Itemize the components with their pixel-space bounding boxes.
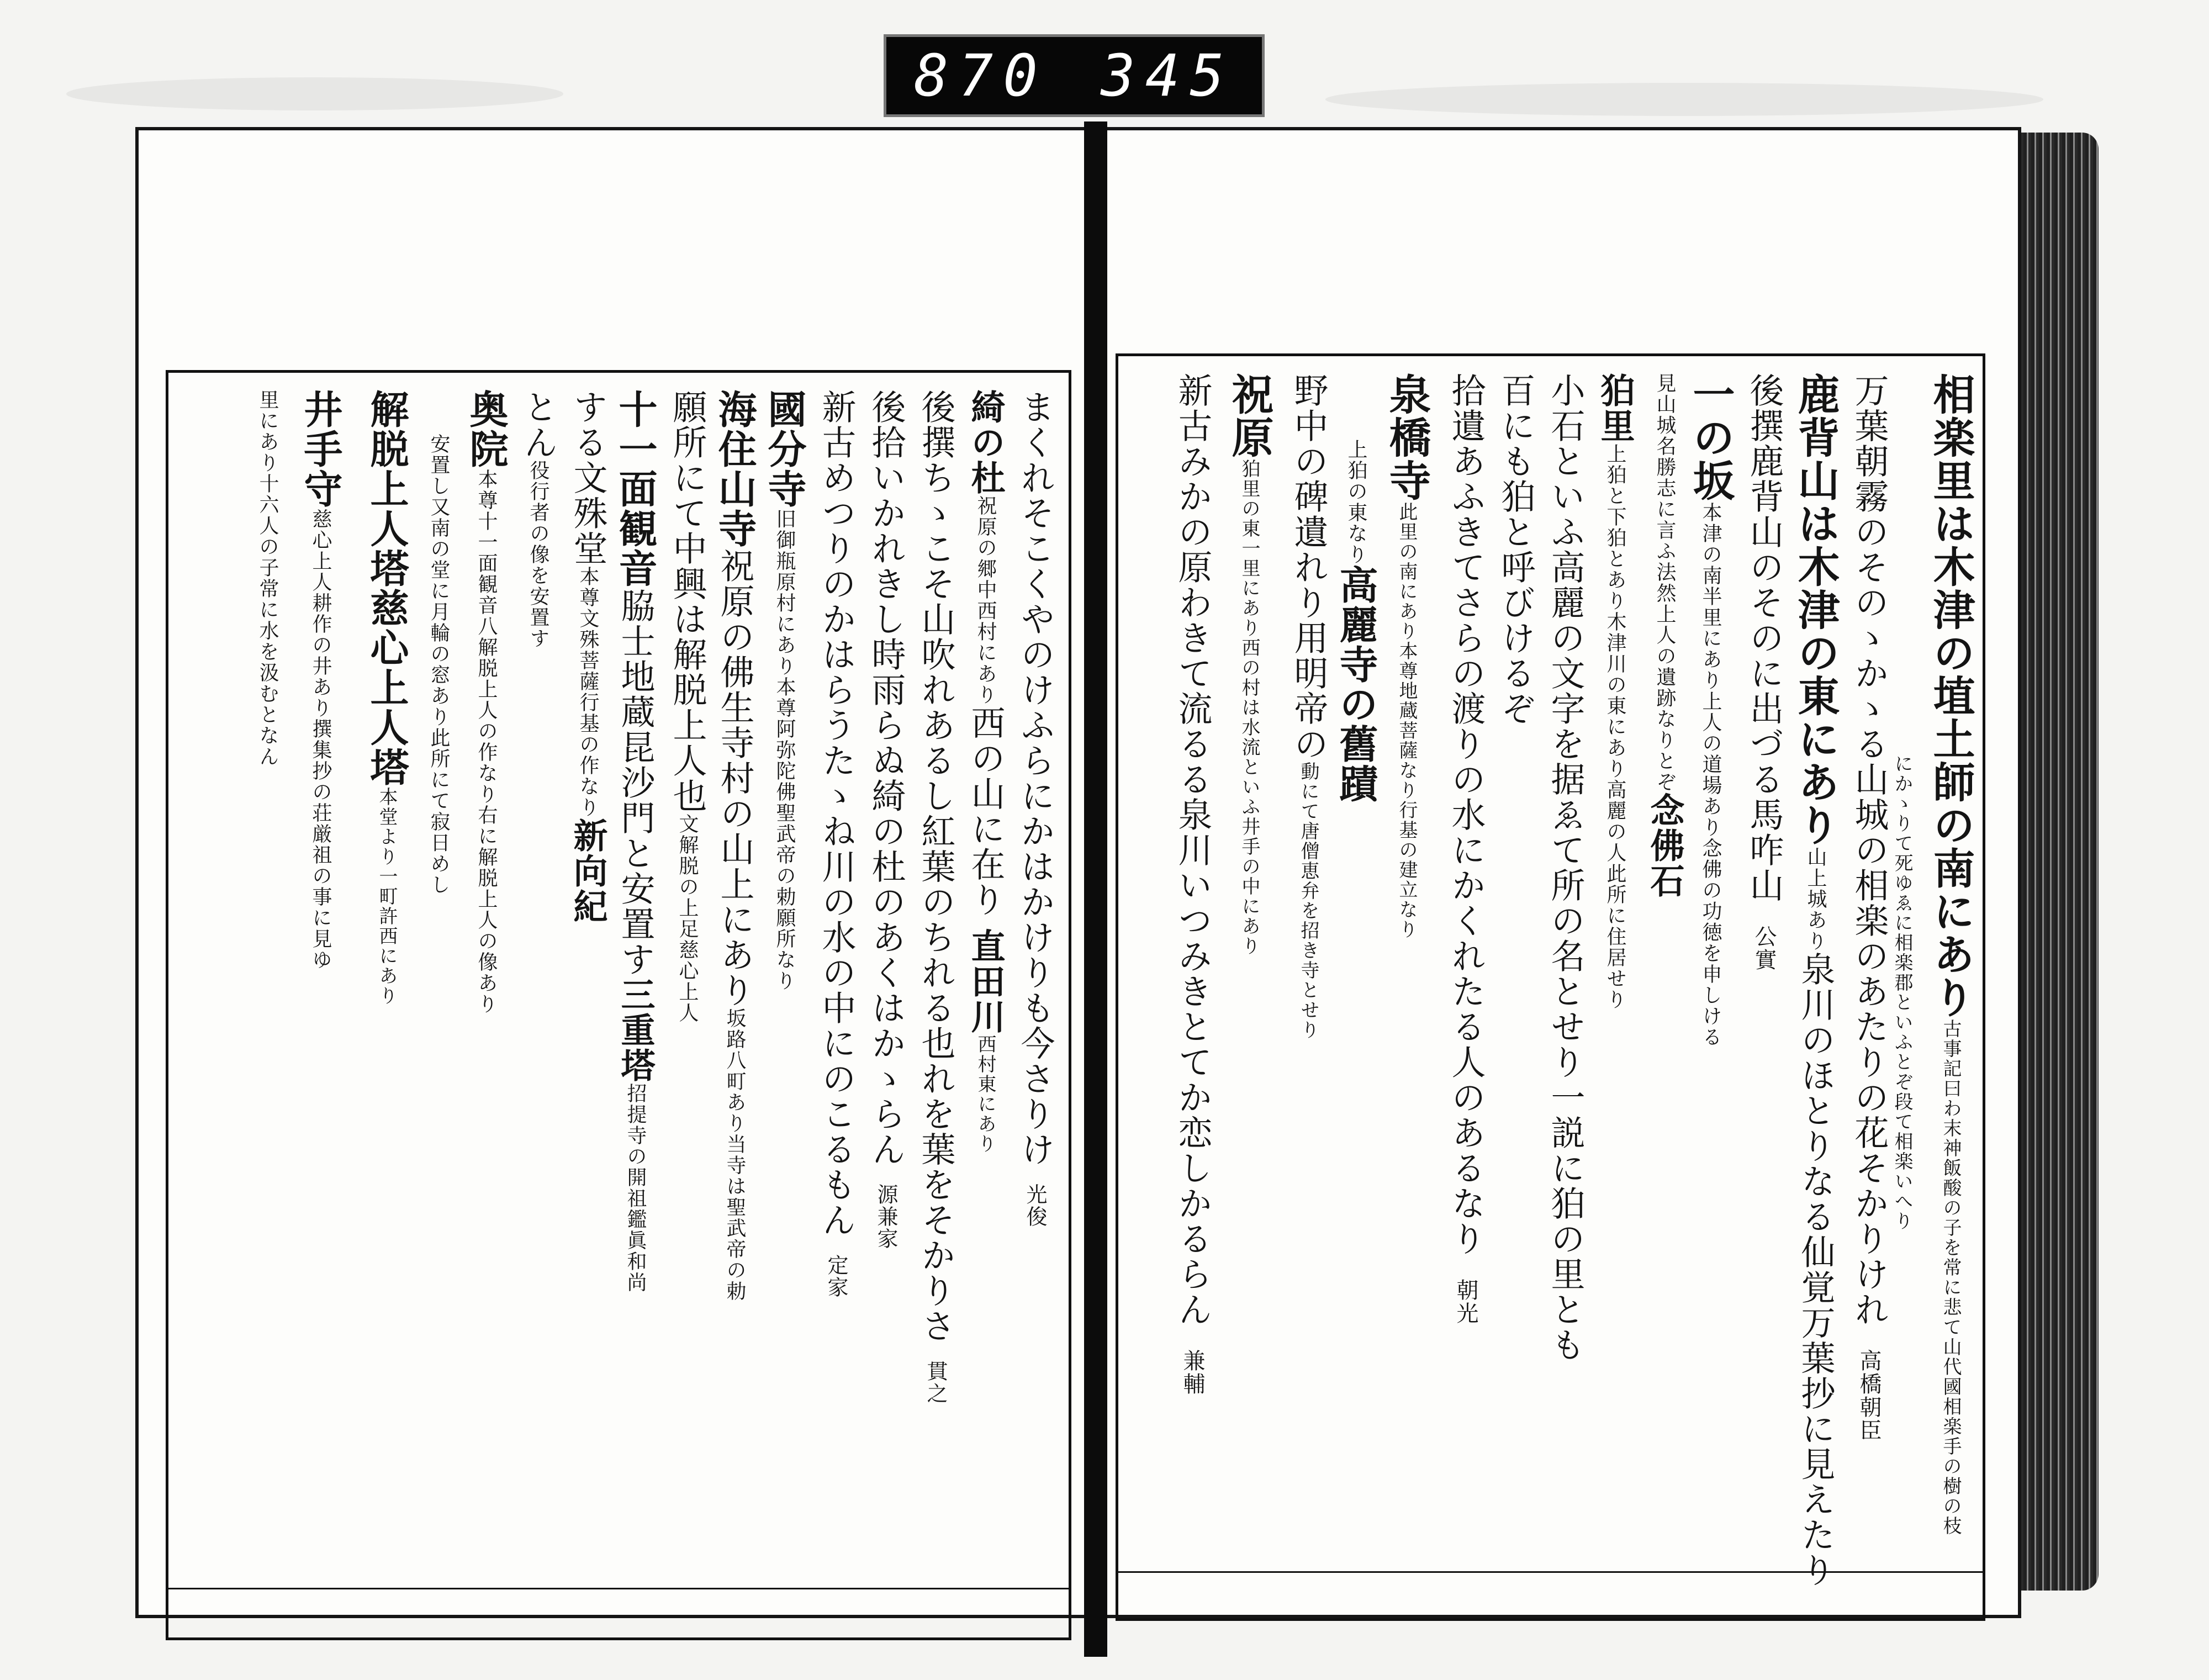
- left-col-12: 奥院本尊十一面観音八解脱上人の作なり右に解脱上人の像あり: [463, 389, 509, 1015]
- right-col-4: 後撰鹿背山のそのに出づる馬咋山公實: [1744, 373, 1784, 971]
- frame-bottom-rule: [168, 1588, 1069, 1589]
- left-col-14: 解脱上人塔慈心上人塔本堂より一町許西にあり: [364, 389, 410, 1006]
- book-gutter: [1084, 121, 1107, 1657]
- right-col-3: 鹿背山は木津の東にあり山上城あり泉川のほとりなる仙覚万葉抄に見えたり: [1791, 373, 1840, 1588]
- right-col-11: 泉橋寺此里の南にあり本尊地蔵菩薩なり行基の建立なり: [1382, 373, 1431, 939]
- scan-noise: [66, 77, 563, 110]
- right-col-10: 拾遺あふきてさらの渡りの水にかくれたる人のあるなり朝光: [1446, 373, 1486, 1325]
- right-col-7: 狛里上狛と下狛とあり木津川の東にあり高麗の人此所に住居せり: [1595, 373, 1635, 1010]
- right-col-12: 上狛の東なり高麗寺の舊蹟: [1333, 439, 1379, 804]
- archive-number-right: 345: [1101, 42, 1234, 109]
- right-col-8: 小石といふ高麗の文字を据ゑて所の名とせり一説に狛の里とも: [1545, 373, 1586, 1362]
- right-col-1: 相楽里は木津の埴土師の南にあり古事記曰わ末神飯酸の子を常に悲て山代國相楽手の樹の枝: [1926, 373, 1975, 1536]
- right-col-14: 祝原狛里の東一里にあり西の村は水流といふ井手の中にあり: [1225, 373, 1274, 956]
- left-col-2: 綺の杜祝原の郷中西村にあり西の山に在り直田川西村東にあり: [965, 389, 1006, 1154]
- right-col-6: 見山城名勝志に言ふ法然上人の遺跡なりとぞ念佛石: [1645, 373, 1685, 899]
- right-col-15: 新古みかの原わきて流るる泉川いつみきとてか恋しかるらん兼輔: [1172, 373, 1213, 1396]
- frame-bottom-rule: [1118, 1571, 1983, 1573]
- left-col-15: 井手守慈心上人耕作の井あり撰集抄の荘厳祖の事に見ゆ: [298, 389, 343, 970]
- left-col-16: 里にあり十六人の子常に水を汲むとなん: [256, 389, 279, 767]
- open-book: [135, 121, 2101, 1657]
- left-col-9: 十一面観音脇士地蔵昆沙門と安置す三重塔招提寺の開祖鑑眞和尚: [612, 389, 658, 1293]
- left-col-1: まくれそこくやのけふらにかはかけりも今さりけ光俊: [1015, 389, 1055, 1228]
- left-col-11: とん役行者の像を安置す: [518, 389, 558, 649]
- archive-number-left: 870: [914, 42, 1048, 109]
- left-col-10: する文殊堂本尊文殊菩薩行基の作なり新向紀: [568, 389, 608, 924]
- left-col-4: 後拾いかれきし時雨らぬ綺の杜のあくはかゝらん源兼家: [866, 389, 906, 1250]
- left-col-8: 願所にて中興は解脱上人也文解脱の上足慈心上人: [667, 389, 707, 1023]
- right-col-13: 野中の碑遺れり用明帝の動にて唐僧恵弁を招き寺とせり: [1288, 373, 1329, 1040]
- right-col-9: 百にも狛と呼びけるぞ: [1495, 373, 1536, 726]
- scan-noise: [1325, 83, 2043, 116]
- left-col-3: 後撰ちゝこそ山吹れあるし紅葉のちれる也れを葉をそかりさ貫之: [916, 389, 956, 1404]
- page-edges: [2016, 133, 2099, 1591]
- left-col-5: 新古めつりのかはらうたゝね川の水の中にのこるもん定家: [816, 389, 857, 1298]
- left-col-7: 海住山寺祝原の佛生寺村の山上にあり坂路八町あり当寺は聖武帝の勅: [712, 389, 758, 1302]
- left-col-6: 國分寺旧御瓶原村にあり本尊阿弥陀佛聖武帝の勅願所なり: [762, 389, 807, 991]
- right-col-2: 万葉朝霧のそのゝかゝる山城の相楽のあたりの花そかりけれ高橋朝臣: [1849, 373, 1889, 1442]
- right-text-frame: [1116, 353, 1985, 1621]
- left-text-frame: [166, 370, 1071, 1640]
- right-col-5: 一の坂本津の南半里にあり上人の道場あり念佛の功徳を申しける: [1686, 373, 1735, 1048]
- archive-number-label: [884, 34, 1265, 117]
- right-col-1b: にかゝりて死ゆゑに相楽郡といふとぞ段て相楽いへり: [1891, 754, 1913, 1231]
- left-col-13: 安置し又南の堂に月輪の窓あり此所にて寂日めし: [427, 434, 450, 895]
